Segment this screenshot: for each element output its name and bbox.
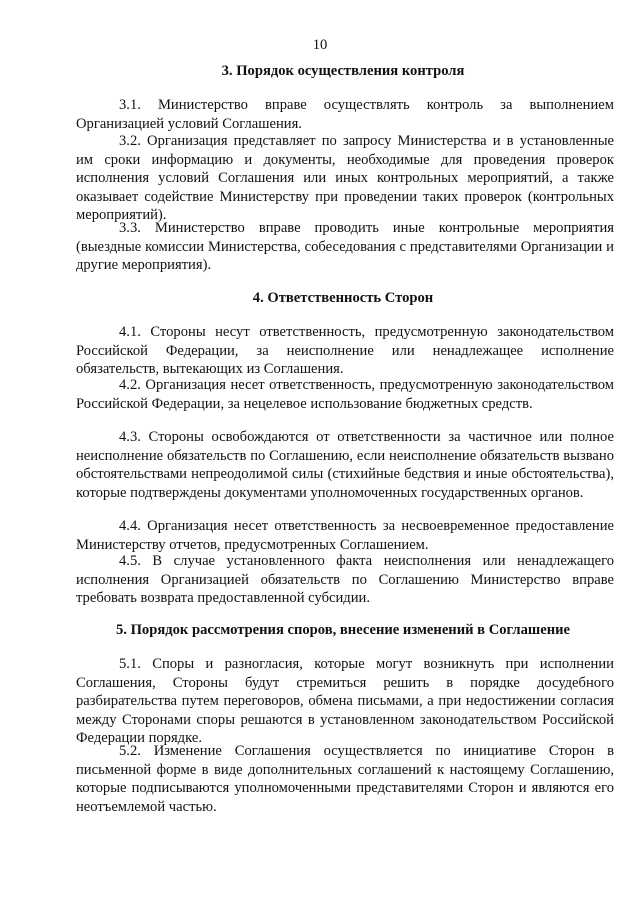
paragraph-4-2: 4.2. Организация несет ответственность, предусмотренную законодательством Российской Федерации, за нецелевое использование бюджетных средств. [76, 377, 614, 412]
section-3-heading: 3. Порядок осуществления контроля [221, 63, 465, 79]
paragraph-4-5: 4.5. В случае установленного факта неисполнения или ненадлежащего исполнения Организацией обязательств по Соглашению Министерство вправе требовать возврата предоставленной субсидии. [76, 553, 614, 606]
section-5-heading: 5. Порядок рассмотрения споров, внесение изменений в Соглашение [115, 622, 571, 638]
paragraph-3-2: 3.2. Организация представляет по запросу Министерства и в установленные им сроки информацию и документы, необходимые для проведения проверок исполнения условий Соглашения или иных контрольных мероприятий, а также оказывает содействие Министерству при проведении таких проверок (контрольных мероприятий). [76, 133, 614, 223]
paragraph-4-1: 4.1. Стороны несут ответственность, предусмотренную законодательством Российской Федерации, за неисполнение или ненадлежащее исполнение обязательств, вытекающих из Соглашения. [76, 324, 614, 377]
section-4-heading: 4. Ответственность Сторон [252, 290, 434, 306]
page-number: 10 [312, 37, 328, 53]
paragraph-5-1: 5.1. Споры и разногласия, которые могут возникнуть при исполнении Соглашения, Стороны будут стремиться решить в порядке досудебного разбирательства путем переговоров, обмена письмами, а при недостижении согласия между Сторонами споры решаются в установленном законодательством Российской Федерации порядке. [76, 656, 614, 746]
paragraph-4-3: 4.3. Стороны освобождаются от ответственности за частичное или полное неисполнение обязательств по Соглашению, если неисполнение обязательств вызвано обстоятельствами непреодолимой силы (стихийные бедствия и иные обстоятельства), которые подтверждены документами уполномоченных государственных органов. [76, 429, 614, 501]
paragraph-3-3: 3.3. Министерство вправе проводить иные контрольные мероприятия (выездные комиссии Министерства, собеседования с представителями Организации и другие мероприятия). [76, 220, 614, 273]
paragraph-3-1: 3.1. Министерство вправе осуществлять контроль за выполнением Организацией условий Соглашения. [76, 97, 614, 132]
paragraph-5-2: 5.2. Изменение Соглашения осуществляется по инициативе Сторон в письменной форме в виде дополнительных соглашений к настоящему Соглашению, которые подписываются уполномоченными представителями Сторон и являются его неотъемлемой частью. [76, 743, 614, 815]
paragraph-4-4: 4.4. Организация несет ответственность за несвоевременное предоставление Министерству отчетов, предусмотренных Соглашением. [76, 518, 614, 553]
